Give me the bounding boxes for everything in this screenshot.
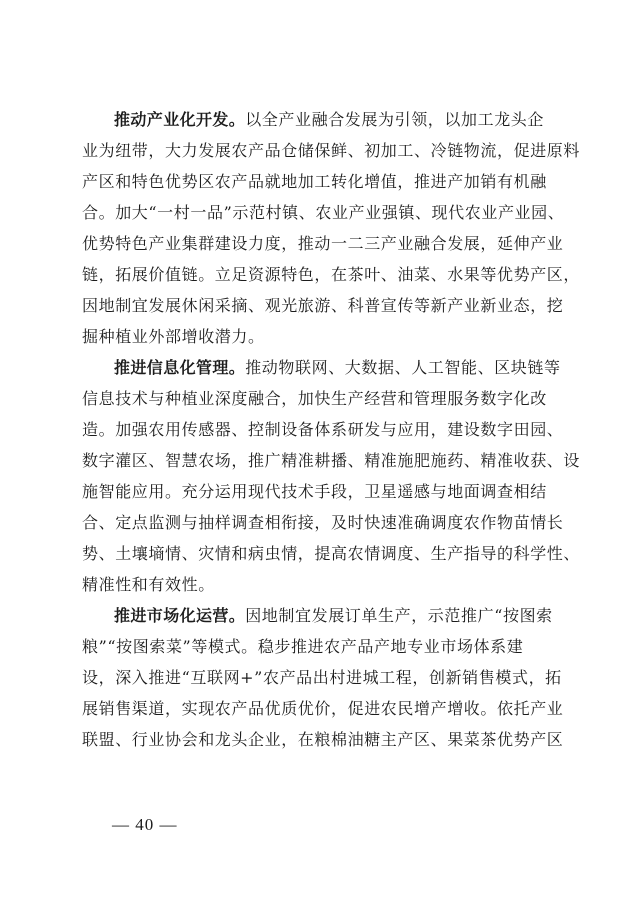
paragraph-line: 数字灌区、智慧农场，推广精准耕播、精准施肥施药、精准收获、设 (82, 451, 581, 470)
page-number: — 40 — (112, 815, 178, 834)
paragraph-line: 展销售渠道，实现农产品优质优价，促进农民增产增收。依托产业 (82, 699, 564, 718)
paragraph-heading: 推进信息化管理。 (114, 358, 246, 377)
paragraph-line: 链，拓展价值链。立足资源特色，在茶叶、油菜、水果等优势产区， (82, 265, 581, 284)
paragraph-heading: 推进市场化运营。 (114, 606, 246, 625)
paragraph-line (82, 352, 569, 383)
paragraph-heading: 推动产业化开发。 (114, 110, 246, 129)
paragraph-line: 掘种植业外部增收潜力。 (82, 327, 265, 346)
paragraph-industrialization (82, 104, 581, 352)
paragraph-line: 因地制宜发展休闲采摘、观光旅游、科普宣传等新产业新业态，挖 (82, 296, 564, 315)
paragraph-line: 粮”“按图索菜”等模式。稳步推进农产品产地专业市场体系建 (82, 637, 524, 656)
paragraph-line: 产区和特色优势区农产品就地加工转化增值，推进产加销有机融 (82, 172, 547, 191)
paragraph-line (82, 600, 569, 631)
paragraph-text: 因地制宜发展订单生产，示范推广“按图索 (245, 606, 553, 625)
paragraph-line: 联盟、行业协会和龙头企业，在粮棉油糖主产区、果菜茶优势产区 (82, 730, 564, 749)
paragraph-line: 势、土壤墒情、灾情和病虫情，提高农情调度、生产指导的科学性、 (82, 544, 581, 563)
paragraph-line: 合、定点监测与抽样调查相衔接，及时快速准确调度农作物苗情长 (82, 513, 564, 532)
paragraph-line: 设，深入推进“互联网+”农产品出村进城工程，创新销售模式，拓 (82, 668, 562, 687)
paragraph-line: 信息技术与种植业深度融合，加快生产经营和管理服务数字化改 (82, 389, 547, 408)
paragraph-line: 精准性和有效性。 (82, 575, 215, 594)
paragraph-line: 业为纽带，大力发展农产品仓储保鲜、初加工、冷链物流，促进原料 (82, 141, 581, 160)
paragraph-line: 合。加大“一村一品”示范村镇、农业产业强镇、现代农业产业园、 (82, 203, 565, 222)
paragraph-line: 施智能应用。充分运用现代技术手段，卫星遥感与地面调查相结 (82, 482, 547, 501)
paragraph-line (82, 104, 569, 135)
paragraph-line: 造。加强农用传感器、控制设备体系研发与应用，建设数字田园、 (82, 420, 564, 439)
paragraph-text: 以全产业融合发展为引领，以加工龙头企 (245, 110, 545, 129)
paragraph-line: 优势特色产业集群建设力度，推动一二三产业融合发展，延伸产业 (82, 234, 564, 253)
document-body (82, 104, 581, 755)
paragraph-text: 推动物联网、大数据、人工智能、区块链等 (245, 358, 561, 377)
paragraph-informatization (82, 352, 581, 600)
paragraph-marketization (82, 600, 569, 755)
